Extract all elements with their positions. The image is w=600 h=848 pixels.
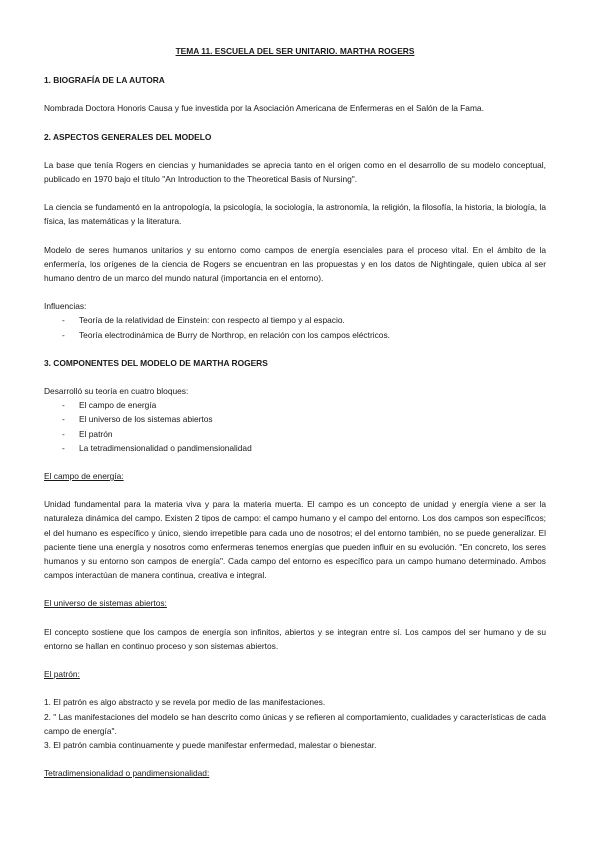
heading-aspectos-generales: 2. ASPECTOS GENERALES DEL MODELO [44, 131, 212, 142]
list-item: 3. El patrón cambia continuamente y puede manifestar enfermedad, malestar o bienestar. [44, 739, 377, 750]
paragraph-universo-sistemas: El concepto sostiene que los campos de energía son infinitos, abiertos y se integran entre sí. Los campos del ser humano y de su entorno se hallan en continuo proceso y son sistemas abiertos. [44, 626, 546, 651]
list-item: - Teoría de la relatividad de Einstein: con respecto al tiempo y al espacio. [44, 313, 546, 327]
influences-list [44, 313, 546, 341]
heading-biografia: 1. BIOGRAFÍA DE LA AUTORA [44, 75, 165, 86]
paragraph-fundamentos-ciencia: La ciencia se fundamentó en la antropología, la psicología, la sociología, la astronomía, la religión, la filosofía, la historia, la biología, la física, las matemáticas y la literatura. [44, 202, 546, 227]
paragraph-campo-energia: Unidad fundamental para la materia viva y para la materia muerta. El campo es un concepto de unidad y energía viene a ser la naturaleza dinámica del campo. Existen 2 tipos de campo: el campo humano y el campo del entorno. Los dos campos son específicos; el del humano es específico y único, siendo irrepetible para cada uno de nosotros; el del entorno también, no se puede generalizar. El paciente tiene una energía y nosotros como enfermeras tenemos energías que pueden influir en su evolución. "En concreto, los seres humanos y su entorno son campos de energía". Cada campo del entorno es específico para un campo humano determinado. Ambos campos interactúan de manera continua, creativa e integral. [44, 499, 546, 581]
page-title: TEMA 11. ESCUELA DEL SER UNITARIO. MARTHA ROGERS [175, 46, 415, 56]
list-item: 2. " Las manifestaciones del modelo se han descrito como únicas y se refieren al comportamiento, cualidades y características de cada campo de energía". [44, 711, 547, 736]
list-item: - El campo de energía [44, 398, 546, 412]
list-item: - La tetradimensionalidad o pandimensionalidad [44, 441, 546, 455]
components-list [44, 398, 546, 455]
heading-tetradimensionalidad: Tetradimensionalidad o pandimensionalidad: [44, 768, 210, 779]
patron-list [44, 695, 546, 752]
heading-patron: El patrón: [44, 669, 80, 680]
heading-universo-sistemas: El universo de sistemas abiertos: [44, 598, 167, 609]
list-item: - El patrón [44, 427, 546, 441]
influences-label: Influencias: [44, 301, 87, 312]
list-item: - Teoría electrodinámica de Burry de Northrop, en relación con los campos eléctricos. [44, 328, 546, 342]
components-intro: Desarrolló su teoría en cuatro bloques: [44, 386, 189, 397]
paragraph-biografia: Nombrada Doctora Honoris Causa y fue investida por la Asociación Americana de Enfermeras en el Salón de la Fama. [44, 103, 484, 114]
heading-campo-energia: El campo de energía: [44, 471, 124, 482]
list-item: - El universo de los sistemas abiertos [44, 412, 546, 426]
list-item: 1. El patrón es algo abstracto y se revela por medio de las manifestaciones. [44, 697, 326, 708]
paragraph-base-rogers: La base que tenía Rogers en ciencias y humanidades se aprecia tanto en el origen como en el desarrollo de su modelo conceptual, publicado en 1970 bajo el título "An Introduction to the Theoretical Basis of Nursing". [44, 159, 546, 185]
paragraph-modelo-seres-unitarios: Modelo de seres humanos unitarios y su entorno como campos de energía esenciales para el proceso vital. En el ámbito de la enfermería, los orígenes de la ciencia de Rogers se encuentran en las propuestas y en los datos de Nightingale, quien ubica al ser humano dentro de un marco del mundo natural (importancia en el entorno). [44, 244, 546, 284]
heading-componentes: 3. COMPONENTES DEL MODELO DE MARTHA ROGERS [44, 357, 268, 368]
